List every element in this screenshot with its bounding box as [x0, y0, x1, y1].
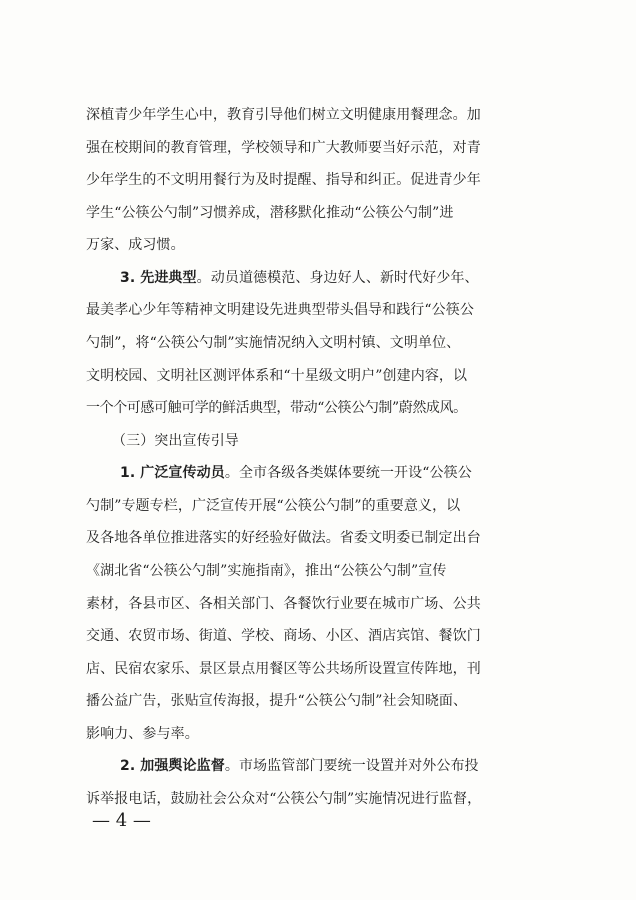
paragraph-2-line-3: 勺制”，将“公筷公勺制”实施情况纳入文明村镇、文明单位、: [86, 335, 461, 351]
paragraph-3-line-4: 《湖北省“公筷公勺制”实施指南》，推出“公筷公勺制”宣传: [86, 563, 447, 579]
paragraph-1-line-3: 少年学生的不文明用餐行为及时提醒、指导和纠正。促进青少年: [86, 172, 481, 189]
paragraph-4-first-line-rest: 。市场监管部门要统一设置并对外公布投: [224, 758, 479, 775]
paragraph-3-first-line-rest: 。全市各级各类媒体要统一开设“公筷公: [224, 465, 472, 482]
paragraph-1-line-4: 学生“公筷公勺制”习惯养成，潜移默化推动“公筷公勺制”进: [86, 204, 454, 221]
paragraph-3-title: 广泛宣传动员: [140, 465, 225, 482]
paragraph-3-line-7: 店、民宿农家乐、景区景点用餐区等公共场所设置宣传阵地，刊: [86, 660, 481, 677]
paragraph-2-line-2: 最美孝心少年等精神文明建设先进典型带头倡导和践行“公筷公: [86, 302, 474, 319]
paragraph-2-first-line-rest: 。动员道德模范、身边好人、新时代好少年、: [196, 269, 479, 286]
paragraph-2-title: 先进典型: [140, 269, 197, 286]
paragraph-3-line-5: 素材，各县市区、各相关部门、各餐饮行业要在城市广场、公共: [86, 595, 481, 612]
paragraph-1-line-1: 深植青少年学生心中，教育引导他们树立文明健康用餐理念。加: [86, 107, 481, 123]
paragraph-4-title: 加强舆论监督: [140, 758, 225, 775]
paragraph-3-number: 1.: [120, 465, 141, 482]
page-number: — 4 —: [92, 810, 151, 831]
paragraph-4-number: 2.: [120, 758, 141, 775]
paragraph-4-line-2: 诉举报电话，鼓励社会公众对“公筷公勺制”实施情况进行监督，: [86, 791, 482, 807]
paragraph-1-line-2: 强在校期间的教育管理，学校领导和广大教师要当好示范，对青: [86, 139, 481, 156]
paragraph-2-line-4: 文明校园、文明社区测评体系和“十星级文明户”创建内容，以: [86, 367, 468, 384]
section-heading: （三）突出宣传引导: [112, 432, 239, 449]
paragraph-3-line-8: 播公益广告，张贴宣传海报，提升“公筷公勺制”社会知晓面、: [86, 693, 468, 710]
paragraph-3-line-9: 影响力、参与率。: [86, 725, 199, 742]
paragraph-1-line-5: 万家、成习惯。: [86, 237, 185, 254]
paragraph-2-line-5: 一个个可感可触可学的鲜活典型，带动“公筷公勺制”蔚然成风。: [86, 400, 467, 417]
paragraph-2-number: 3.: [120, 269, 141, 286]
paragraph-3-line-2: 勺制”专题专栏，广泛宣传开展“公筷公勺制”的重要意义，以: [86, 497, 461, 514]
paragraph-3-line-6: 交通、农贸市场、街道、学校、商场、小区、酒店宾馆、餐饮门: [86, 628, 481, 645]
paragraph-3-line-3: 及各地各单位推进落实的好经验好做法。省委文明委已制定出台: [86, 530, 481, 547]
